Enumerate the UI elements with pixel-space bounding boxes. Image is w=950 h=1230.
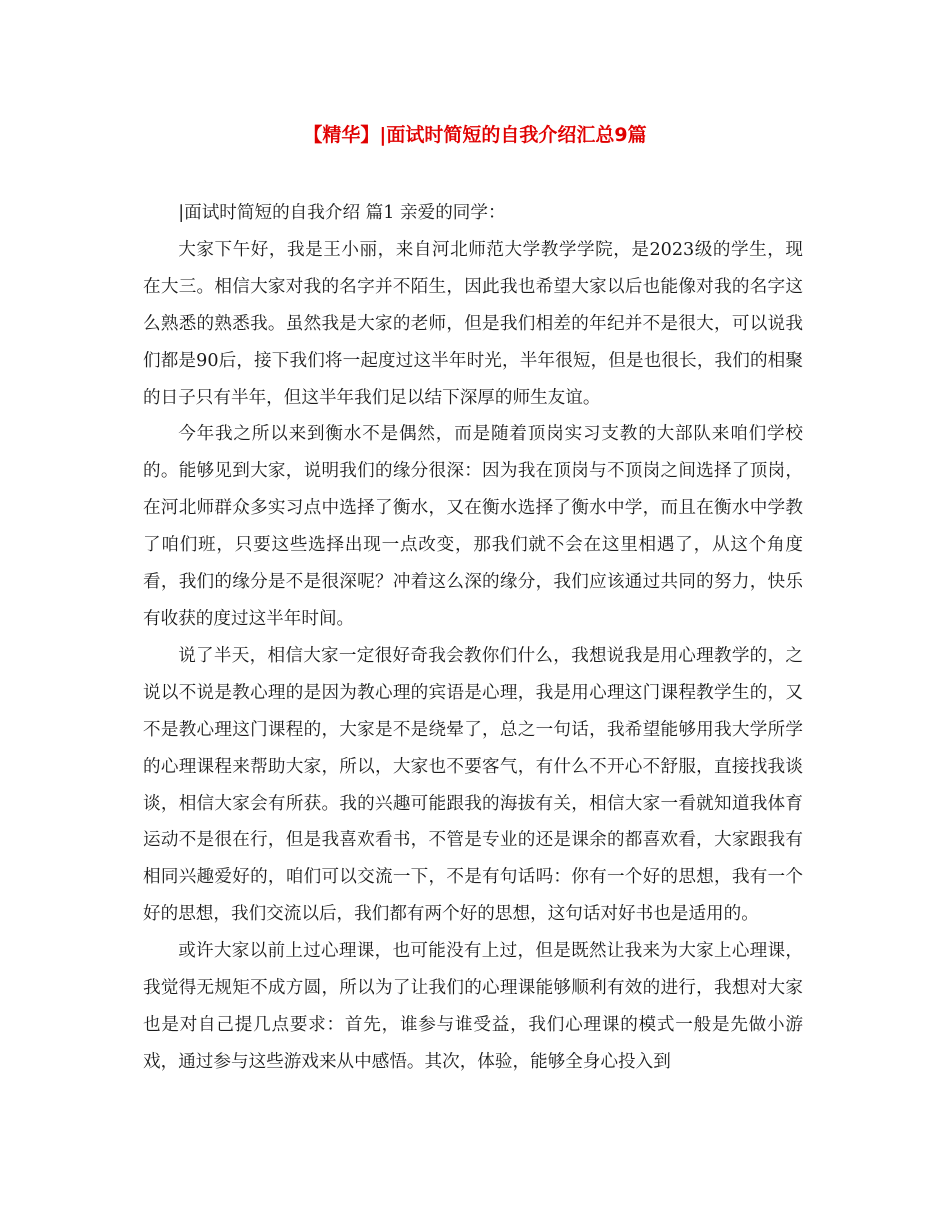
paragraph-2: 今年我之所以来到衡水不是偶然，而是随着顶岗实习支教的大部队来咱们学校的。能够见到大家，说明我们的缘分很深：因为我在顶岗与不顶岗之间选择了顶岗，在河北师群众多实习点中选择了衡水，又在衡水选择了衡水中学，而且在衡水中学教了咱们班，只要这些选择出现一点改变，那我们就不会在这里相遇了，从这个角度看，我们的缘分是不是很深呢？冲着这么深的缘分，我们应该通过共同的努力，快乐有收获的度过这半年时间。 [143,424,803,629]
document-title: 【精华】|面试时简短的自我介绍汇总9篇 [303,124,647,146]
section-heading-line: |面试时简短的自我介绍 篇1 亲爱的同学： [178,203,506,223]
paragraph-4: 或许大家以前上过心理课，也可能没有上过，但是既然让我来为大家上心理课，我觉得无规矩不成方圆，所以为了让我们的心理课能够顺利有效的进行，我想对大家也是对自己提几点要求：首先，谁参与谁受益，我们心理课的模式一般是先做小游戏，通过参与这些游戏来从中感悟。其次，体验，能够全身心投入到 [143,941,803,1072]
paragraph-3: 说了半天，相信大家一定很好奇我会教你们什么，我想说我是用心理教学的，之说以不说是教心理的是因为教心理的宾语是心理，我是用心理这门课程教学生的，又不是教心理这门课程的，大家是不是绕晕了，总之一句话，我希望能够用我大学所学的心理课程来帮助大家，所以，大家也不要客气，有什么不开心不舒服，直接找我谈谈，相信大家会有所获。我的兴趣可能跟我的海拔有关，相信大家一看就知道我体育运动不是很在行，但是我喜欢看书，不管是专业的还是课余的都喜欢看，大家跟我有相同兴趣爱好的，咱们可以交流一下，不是有句话吗：你有一个好的思想，我有一个好的思想，我们交流以后，我们都有两个好的思想，这句话对好书也是适用的。 [143,645,803,925]
document-body [143,195,803,1081]
paragraph-1: 大家下午好，我是王小丽，来自河北师范大学教学学院，是2023级的学生，现在大三。相信大家对我的名字并不陌生，因此我也希望大家以后也能像对我的名字这么熟悉的熟悉我。虽然我是大家的老师，但是我们相差的年纪并不是很大，可以说我们都是90后，接下我们将一起度过这半年时光，半年很短，但是也很长，我们的相聚的日子只有半年，但这半年我们足以结下深厚的师生友谊。 [143,239,803,408]
